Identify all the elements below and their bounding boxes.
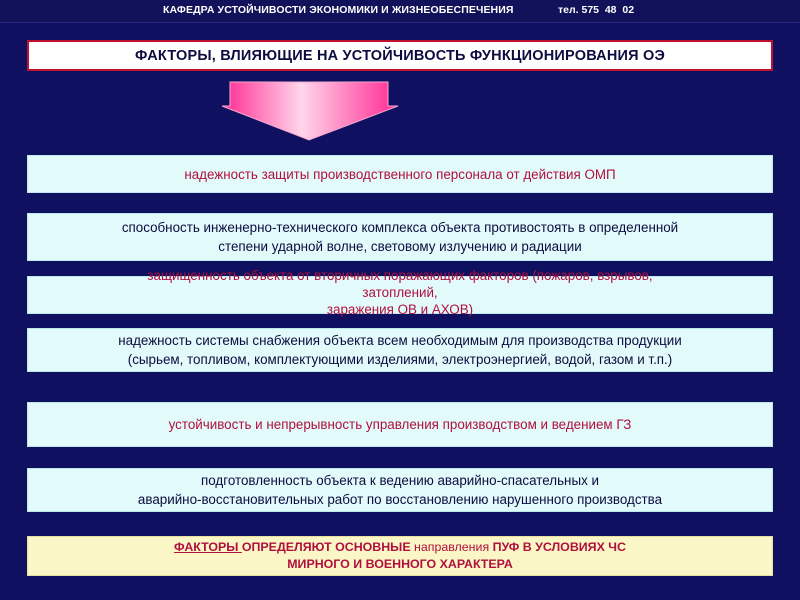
conclusion-box [27,536,773,576]
conclusion-text: ОПРЕДЕЛЯЮТ ОСНОВНЫЕ [241,540,415,554]
conclusion-keyword: ФАКТОРЫ [174,540,242,554]
factor-text: надежность защиты производственного персонала от действия ОМП [184,166,616,182]
conclusion-text: направления [414,540,493,554]
conclusion-line-1 [174,539,626,556]
factor-personnel-protection [27,155,773,193]
factor-text: заражения ОВ и АХОВ) [326,301,474,317]
factor-supply-system [27,328,773,372]
phone-number: тел. 575 48 02 [558,4,635,16]
factor-text: степени ударной волне, световому излучению и радиации [218,239,582,254]
factor-text: подготовленность объекта к ведению аварийно-спасательных и [201,473,599,488]
department-name: КАФЕДРА УСТОЙЧИВОСТИ ЭКОНОМИКИ И ЖИЗНЕОБЕСПЕЧЕНИЯ [163,4,514,16]
factor-text: защищенность объекта от вторичных поражающих факторов (пожаров, взрывов, [147,267,653,283]
conclusion-line-2: МИРНОГО И ВОЕННОГО ХАРАКТЕРА [287,557,513,571]
factor-secondary-damage [27,267,773,317]
factor-engineering-complex [27,213,773,261]
factor-text: устойчивость и непрерывность управления производством и ведением ГЗ [168,417,632,432]
factor-text: аварийно-восстановительных работ по восстановлению нарушенного производства [137,492,663,507]
factor-text: затоплений, [362,284,438,300]
factor-rescue-readiness [27,468,773,512]
conclusion-text: ПУФ В УСЛОВИЯХ ЧС [492,540,626,554]
header-bar [0,0,800,23]
slide-title: ФАКТОРЫ, ВЛИЯЮЩИЕ НА УСТОЙЧИВОСТЬ ФУНКЦИОНИРОВАНИЯ ОЭ [27,40,773,71]
factor-management-continuity [27,402,773,447]
factor-text: (сырьем, топливом, комплектующими изделиями, электроэнергией, водой, газом и т.п.) [127,352,673,367]
down-arrow-icon [220,80,400,142]
factor-text: способность инженерно-технического комплекса объекта противостоять в определенной [121,220,679,235]
factor-text: надежность системы снабжения объекта всем необходимым для производства продукции [118,333,682,348]
